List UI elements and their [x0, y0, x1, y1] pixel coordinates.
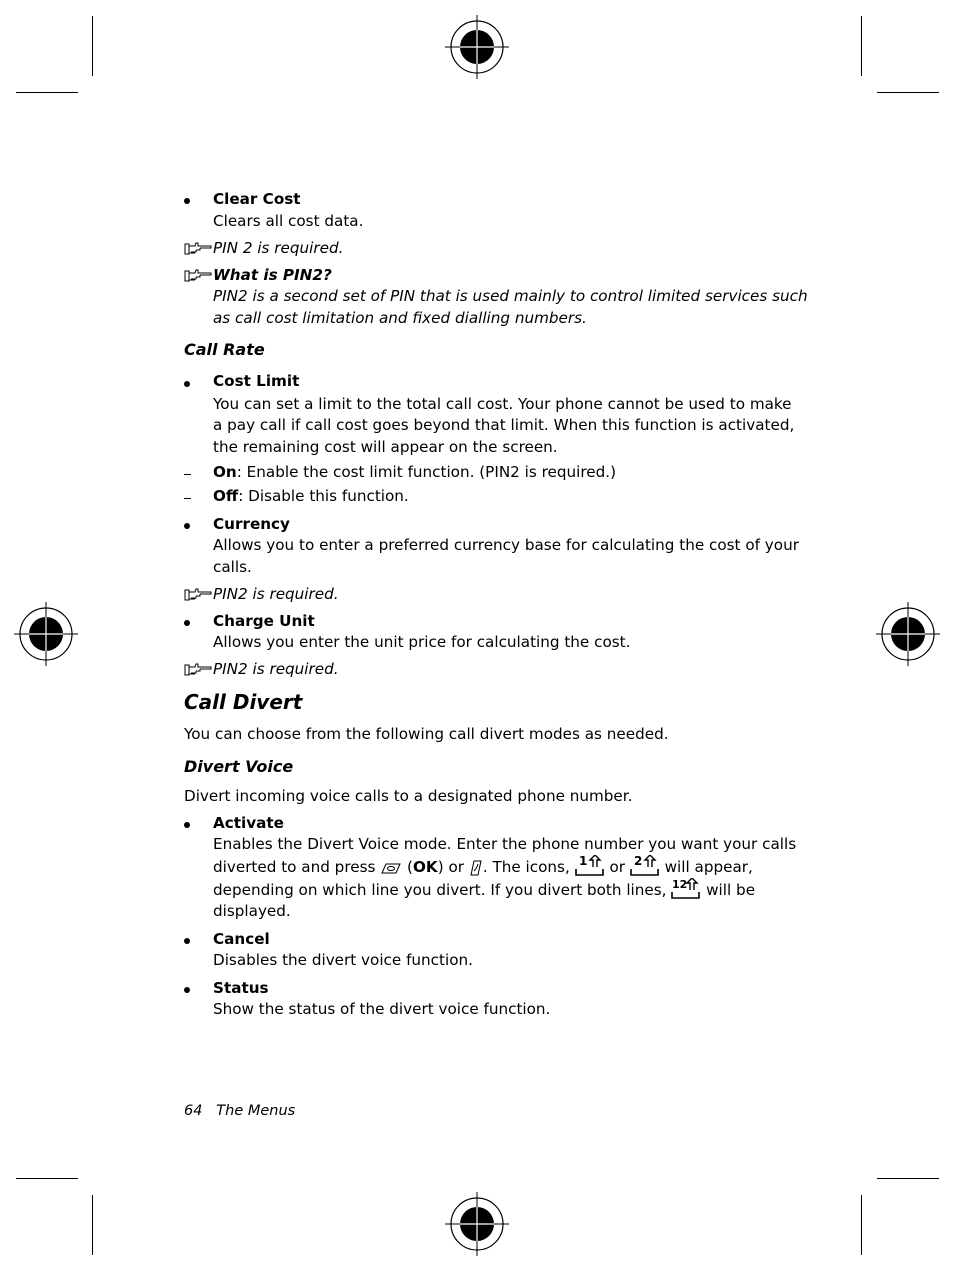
registration-mark-icon [445, 15, 509, 79]
bullet [184, 987, 190, 993]
clear-cost-desc: Clears all cost data. [213, 212, 364, 230]
ok-key-icon [380, 861, 402, 877]
what-is-pin2-title: What is PIN2? [213, 266, 332, 284]
call-divert-heading: Call Divert [184, 690, 303, 714]
activate-text: will appear, [664, 858, 753, 876]
activate-text: depending on which line you divert. If you divert both lines, [213, 881, 667, 899]
activate-text: or [609, 858, 625, 876]
call-rate-heading: Call Rate [184, 340, 265, 359]
cost-limit-off [213, 485, 409, 507]
hand-pointer-note-icon [184, 267, 212, 283]
hand-pointer-note-icon [184, 661, 212, 677]
charge-unit-desc: Allows you enter the unit price for calculating the cost. [213, 633, 631, 651]
charge-unit-title: Charge Unit [213, 612, 315, 630]
bullet [184, 620, 190, 626]
bullet [184, 822, 190, 828]
cancel-title: Cancel [213, 930, 270, 948]
cost-limit-line: a pay call if call cost goes beyond that limit. When this function is activated, [213, 416, 795, 434]
divert-both-lines-icon [671, 878, 701, 900]
cost-limit-line: the remaining cost will appear on the screen. [213, 438, 558, 456]
page-footer [184, 1103, 295, 1119]
currency-line: calls. [213, 558, 252, 576]
registration-mark-icon [876, 602, 940, 666]
note-pin2-required: PIN 2 is required. [213, 239, 344, 257]
hand-pointer-note-icon [184, 586, 212, 602]
divert-voice-intro: Divert incoming voice calls to a designated phone number. [184, 787, 633, 805]
activate-text: . The icons, [482, 858, 570, 876]
divert-line2-icon [630, 855, 660, 877]
registration-mark-icon [14, 602, 78, 666]
currency-line: Allows you to enter a preferred currency base for calculating the cost of your [213, 536, 799, 554]
registration-mark-icon [445, 1192, 509, 1256]
footer-section: The Menus [216, 1103, 296, 1119]
activate-title: Activate [213, 814, 284, 832]
clear-cost-title: Clear Cost [213, 190, 301, 208]
activate-line [213, 878, 755, 901]
hand-pointer-note-icon [184, 240, 212, 256]
on-text: : Enable the cost limit function. (PIN2 is required.) [236, 463, 617, 481]
currency-title: Currency [213, 515, 290, 533]
svg-text:1: 1 [578, 855, 587, 868]
bullet [184, 198, 190, 204]
what-is-pin2-line: as call cost limitation and fixed dialling numbers. [213, 309, 587, 327]
bullet [184, 523, 190, 529]
cost-limit-line: You can set a limit to the total call cost. Your phone cannot be used to make [213, 395, 792, 413]
activate-text: diverted to and press [213, 858, 376, 876]
activate-line: Enables the Divert Voice mode. Enter the phone number you want your calls [213, 835, 797, 853]
off-text: : Disable this function. [238, 487, 409, 505]
divert-line1-icon [575, 855, 605, 877]
activate-line: displayed. [213, 902, 291, 920]
what-is-pin2-line: PIN2 is a second set of PIN that is used mainly to control limited services such [213, 287, 808, 305]
activate-text: ) or [437, 858, 464, 876]
bullet [184, 381, 190, 387]
dash [184, 498, 191, 499]
svg-text:12: 12 [672, 878, 688, 891]
cancel-desc: Disables the divert voice function. [213, 951, 473, 969]
activate-line [213, 855, 753, 878]
svg-text:2: 2 [633, 855, 643, 868]
page-number: 64 [184, 1103, 203, 1119]
activate-text: will be [706, 881, 756, 899]
dash [184, 474, 191, 475]
off-label: Off [213, 487, 239, 505]
status-title: Status [213, 979, 269, 997]
status-desc: Show the status of the divert voice function. [213, 1000, 551, 1018]
bullet [184, 938, 190, 944]
note-pin2-required: PIN2 is required. [213, 660, 339, 678]
call-divert-intro: You can choose from the following call divert modes as needed. [184, 725, 669, 743]
send-key-icon [469, 859, 483, 877]
divert-voice-heading: Divert Voice [184, 757, 294, 776]
cost-limit-title: Cost Limit [213, 372, 300, 390]
cost-limit-on [213, 461, 616, 483]
note-pin2-required: PIN2 is required. [213, 585, 339, 603]
on-label: On [213, 463, 237, 481]
activate-text: ( [402, 858, 413, 876]
ok-label: OK [413, 858, 438, 876]
